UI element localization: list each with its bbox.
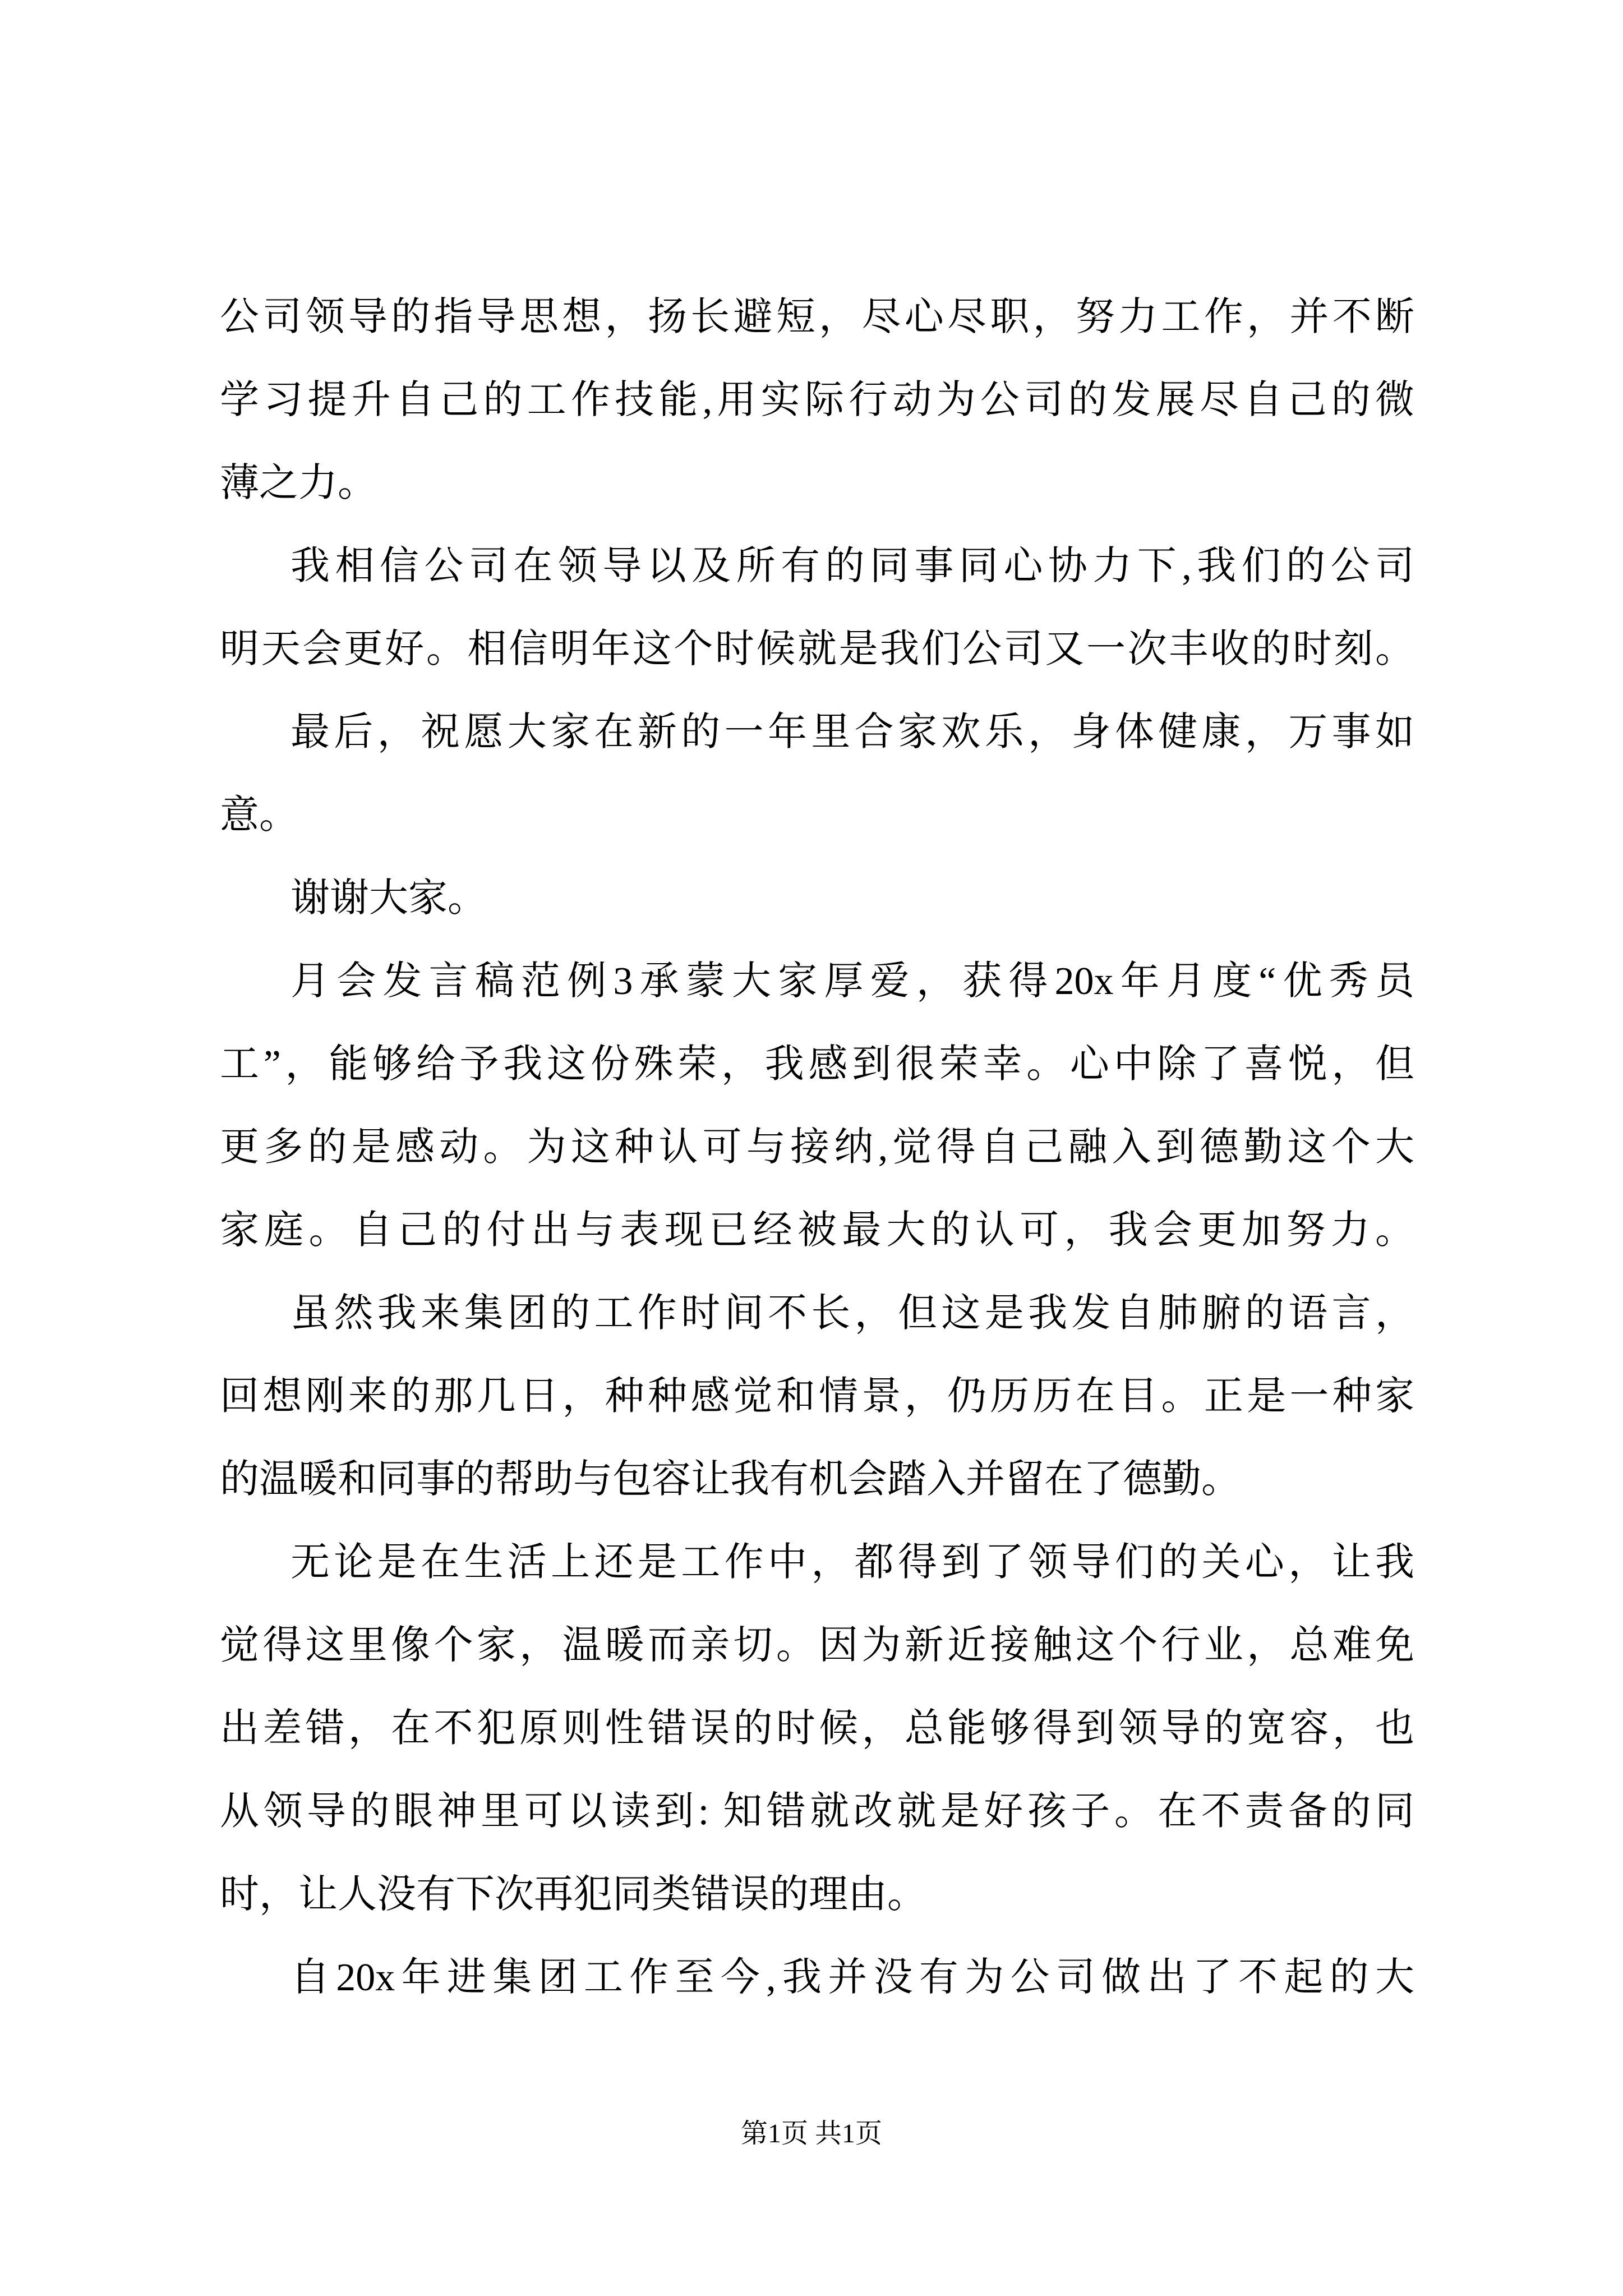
- text-line: 时，让人没有下次再犯同类错误的理由。: [220, 1873, 926, 1916]
- text-line: 明天会更好。相信明年这个时候就是我们公司又一次丰收的时刻。: [220, 628, 1414, 671]
- text-line: 从领导的眼神里可以读到: 知错就改就是好孩子。在不责备的同: [220, 1790, 1414, 1833]
- text-line: 月会发言稿范例3承蒙大家厚爱，获得20x年月度“优秀员: [291, 960, 1414, 1003]
- text-line: 我相信公司在领导以及所有的同事同心协力下,我们的公司: [291, 545, 1414, 588]
- document-body: [220, 276, 1414, 2019]
- text-line: 虽然我来集团的工作时间不长，但这是我发自肺腑的语言，: [291, 1292, 1414, 1335]
- text-line: 最后，祝愿大家在新的一年里合家欢乐，身体健康，万事如: [291, 711, 1414, 754]
- text-line: 学习提升自己的工作技能,用实际行动为公司的发展尽自己的微: [220, 379, 1414, 422]
- text-line: 意。: [220, 794, 298, 837]
- text-line: 工”，能够给予我这份殊荣，我感到很荣幸。心中除了喜悦，但: [220, 1043, 1414, 1086]
- text-line: 无论是在生活上还是工作中，都得到了领导们的关心，让我: [291, 1541, 1414, 1584]
- text-line: 觉得这里像个家，温暖而亲切。因为新近接触这个行业，总难免: [220, 1624, 1414, 1667]
- text-line: 的温暖和同事的帮助与包容让我有机会踏入并留在了德勤。: [220, 1458, 1241, 1501]
- text-line: 出差错，在不犯原则性错误的时候，总能够得到领导的宽容，也: [220, 1707, 1414, 1750]
- text-line: 谢谢大家。: [291, 877, 487, 920]
- text-line: 回想刚来的那几日，种种感觉和情景，仍历历在目。正是一种家: [220, 1375, 1414, 1418]
- text-line: 自20x年进集团工作至今,我并没有为公司做出了不起的大: [291, 1956, 1414, 1999]
- text-line: 薄之力。: [220, 462, 377, 505]
- text-line: 家庭。自己的付出与表现已经被最大的认可，我会更加努力。: [220, 1209, 1414, 1252]
- text-line: 更多的是感动。为这种认可与接纳,觉得自己融入到德勤这个大: [220, 1126, 1414, 1169]
- text-line: 公司领导的指导思想，扬长避短，尽心尽职，努力工作，并不断: [220, 296, 1414, 339]
- page-footer: 第1页 共1页: [740, 2119, 882, 2148]
